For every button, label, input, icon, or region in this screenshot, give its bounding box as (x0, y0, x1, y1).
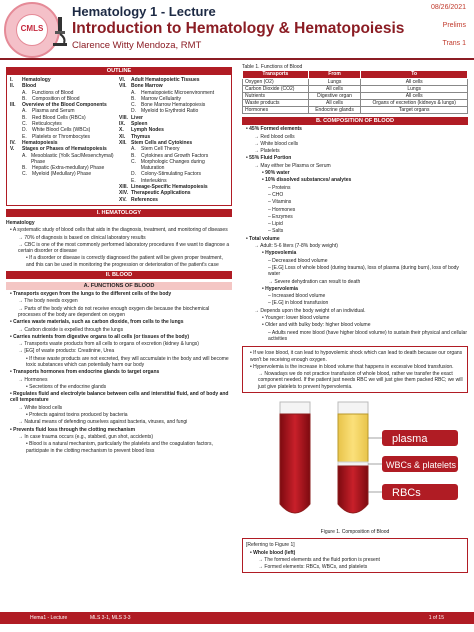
outline-item-number: XV. (119, 196, 127, 203)
hematology-list (6, 227, 232, 268)
outline-item-number: IX. (119, 121, 126, 128)
page-title: Introduction to Hematology & Hematopoiesis (72, 20, 405, 37)
list-item: – Increased blood volume (268, 293, 326, 300)
outline-item-label: Stages or Phases of Hematopoiesis (22, 146, 107, 153)
outline-item-number: X. (119, 127, 124, 134)
list-item: • 55% Fluid Portion (246, 155, 292, 162)
outline-item-label: Hepatic (Extra-medullary) Phase (32, 165, 105, 172)
list-item: • Whole blood (left) (250, 549, 296, 556)
list-item: → Nowadays we do not practice transfusion of whole blood, rather we transfer the exact component needed. If the patient just needs RBC we will just give them packed RBC; we will just give platelets to prevent hypervolemia. (258, 371, 463, 390)
list-item: – [E.G] Loss of whole blood (during trauma), loss of plasma (during burn), loss of body water (268, 264, 459, 278)
list-item: → Severe dehydration can result to death (268, 278, 361, 285)
list-item: – Hormones (268, 206, 296, 213)
outline-heading: OUTLINE (6, 67, 232, 75)
list-item: → Parts of the body which do not receive enough oxygen die because the biochemical processes of the body are dependent on oxygen (18, 305, 210, 318)
plasma-label: plasma (392, 432, 428, 445)
outline-item-label: Myeloid to Erythroid Ratio (141, 108, 199, 115)
outline-item-label: Adult Hematopoietic Tissues (131, 77, 200, 83)
outline-item-number: B. (22, 114, 27, 121)
outline-item-label: Lineage-Specific Hematopoiesis (131, 184, 208, 191)
list-item: → The formed elements and the fluid portion is present (258, 556, 380, 563)
list-item: – [E.G] in blood transfusion (268, 300, 329, 307)
outline-item-label: Mesoblastic (Yolk Sac/Mesenchymal) Phase (30, 152, 114, 165)
outline-item-label: Liver (131, 114, 143, 121)
figure-composition-of-blood (242, 396, 468, 528)
section-blood-bar: II. BLOOD (6, 271, 232, 279)
list-item: → [EG] of waste products: Creatinine, Urea (18, 348, 115, 355)
list-item: [Referring to Figure 1] (246, 542, 295, 549)
table-cell: Nutrients (243, 93, 309, 100)
table-header-row (243, 71, 468, 79)
outline-item-number: D. (131, 108, 136, 115)
table-row (243, 107, 468, 114)
list-item: – Vitamins (268, 199, 292, 206)
figure1-caption: Figure 1. Composition of Blood (320, 528, 390, 535)
list-item: → Red blood cells (254, 133, 295, 140)
outline-item-number: D. (22, 127, 27, 134)
table-cell: Target organs (361, 107, 468, 114)
list-item: → Transports waste products from all cells to organs of excretion (kidney & lungs) (18, 341, 199, 348)
list-item: → Formed elements: RBCs, WBCs, and platelets (258, 564, 368, 571)
list-item: → White blood cells (18, 404, 63, 411)
outline-item-label: Plasma and Serum (32, 108, 75, 115)
term-label: Prelims (442, 22, 466, 29)
table-header-cell: To (361, 71, 468, 79)
list-item: → In case trauma occurs (e.g., stabbed, gun shot, accidents) (18, 433, 154, 440)
list-item: • Secretions of the endocrine glands (26, 383, 107, 390)
table1-caption: Table 1. Functions of Blood (242, 64, 303, 70)
outline-item-number: C. (131, 158, 136, 165)
outline-item-label: Blood (22, 83, 37, 90)
outline-item-number: A. (22, 152, 27, 159)
list-item: → Hormones (18, 376, 48, 383)
list-item: • 90% water (262, 170, 290, 177)
outline-item-label: Morphologic Changes during Maturation (140, 158, 205, 172)
outline-item-label: Marrow Cellularity (141, 95, 182, 102)
blood-tubes-illustration (242, 396, 468, 528)
outline-item-label: Myeloid (Medullary) Phase (32, 171, 92, 178)
outline-item-label: White Blood Cells (WBCs) (32, 127, 91, 134)
list-item: → Adult: 5-6 liters (7-8% body weight) (254, 243, 338, 250)
outline-item-label: Bone Marrow (131, 83, 163, 90)
outline-item-label: Reticulocytes (32, 121, 62, 128)
table-row (243, 93, 468, 100)
list-item: → The body needs oxygen (18, 298, 78, 305)
whole-blood-tube (280, 402, 310, 513)
page-footer (0, 612, 474, 624)
outline-item-number: A. (22, 108, 27, 115)
outline-item-number: IV. (10, 139, 16, 146)
outline-item-label: Interleukins (141, 177, 167, 184)
outline-item-label: Overview of the Blood Components (22, 102, 107, 109)
outline-item-number: V. (10, 146, 15, 153)
logo-text: CMLS (20, 24, 44, 33)
outline-item-number: VII. (119, 83, 127, 90)
table-row (243, 79, 468, 86)
composition-list (242, 126, 468, 342)
list-item: → 70% of diagnosis is based on clinical laboratory results (18, 234, 146, 241)
outline-item-label: Lymph Nodes (131, 127, 164, 134)
outline-item-number: A. (22, 89, 27, 96)
microscope-icon (52, 16, 68, 46)
list-item: • Regulates fluid and electrolyte balance between cells and interstitial fluid, and of body and cell temperature (10, 391, 229, 404)
composition-bar: B. COMPOSITION OF BLOOD (242, 117, 468, 125)
rbc-label: RBCs (392, 486, 421, 499)
table-cell: Carbon Dioxide (CO2) (243, 86, 309, 93)
outline-item-label: Red Blood Cells (RBCs) (32, 114, 86, 121)
list-item: → Platelets (254, 148, 280, 155)
author-name: Clarence Witty Mendoza, RMT (72, 40, 202, 51)
outline-item-label: Stem Cells and Cytokines (131, 139, 193, 146)
list-item: • If we lose blood, it can lead to hypovolemic shock which can lead to death because our organs won't be receiving enough oxygen. (250, 350, 463, 363)
list-item: • Prevents fluid loss through the clotting mechanism (10, 426, 136, 433)
list-item: • Total volume (246, 235, 280, 242)
list-item: • If these waste products are not excreted, they will accumulate in the body and will become toxic substances which can potentially harm our body (26, 355, 229, 368)
table-cell: Hormones (243, 107, 309, 114)
functions-table (242, 70, 468, 114)
table-row (243, 100, 468, 107)
outline-item-number: B. (131, 152, 136, 159)
list-item: → May either be Plasma or Serum (254, 162, 331, 169)
table-header-cell: Transports (243, 71, 309, 79)
right-column (242, 64, 468, 573)
outline-item-number: VIII. (119, 114, 128, 121)
table-cell: Lungs (361, 86, 468, 93)
outline-box (6, 75, 232, 206)
list-item: • Protects against toxins produced by bacteria (26, 412, 128, 419)
outline-item-number: XII. (119, 139, 127, 146)
list-item: • Transports hormones from endocrine glands to target organs (10, 369, 160, 376)
list-item: • Blood is a natural mechanism, particularly the platelets and the coagulation factors, participate in the clotting mechanism to prevent blood loss (26, 441, 213, 454)
list-item: – Adults need more blood (have higher blood volume) to sustain their physical and cellular activities (268, 329, 468, 342)
wbc-platelets-label: WBCs & platelets (386, 459, 457, 470)
outline-item-label: Stem Cell Theory (141, 146, 180, 153)
outline-left-list (10, 77, 119, 203)
table-cell: Waste products (243, 100, 309, 107)
outline-item-label: Bone Marrow Hematopoiesis (141, 102, 206, 109)
list-item: → Depends upon the body weight of an individual. (254, 307, 366, 314)
table-cell: All cells (361, 93, 468, 100)
trans-label: Trans 1 (442, 40, 466, 47)
list-item: – Proteins (268, 184, 291, 191)
outline-item-label: Functions of Blood (32, 89, 74, 96)
left-column (6, 64, 232, 454)
outline-item-number: XIV. (119, 190, 128, 197)
outline-item-number: A. (131, 146, 136, 153)
list-item: – Salts (268, 228, 284, 235)
outline-item-number: B. (22, 95, 27, 102)
list-item: • Hypovolemia (262, 250, 297, 257)
list-item: → White blood cells (254, 140, 299, 147)
table-cell: All cells (308, 100, 361, 107)
outline-item-number: I. (10, 77, 13, 83)
list-item: • Carries waste materials, such as carbon dioxide, from cells to the lungs (10, 319, 184, 326)
table-header-cell: From (308, 71, 361, 79)
list-item: • Younger: lower blood volume (262, 315, 330, 322)
course-title: Hematology 1 - Lecture (72, 4, 216, 19)
table-body (243, 79, 468, 114)
outline-item-label: Hematology (22, 77, 51, 83)
footer-course: Hema1 - Lecture (30, 615, 68, 621)
outline-item (119, 159, 228, 172)
list-item: → CBC is one of the most commonly performed laboratory procedures if we want to diagnose a certain disorder or disease (18, 241, 230, 255)
outline-item-number: E. (131, 177, 136, 184)
outline-item-number: III. (10, 102, 16, 109)
list-item: • 45% Formed elements (246, 126, 302, 133)
outline-right-list (119, 77, 228, 203)
list-item: – CHO (268, 191, 284, 198)
outline-item-label: Colony-Stimulating Factors (141, 171, 202, 178)
list-item: • Older and with bulky body: higher blood volume (262, 322, 371, 329)
list-item: – Lipid (268, 221, 283, 228)
section-hematology-bar: I. HEMATOLOGY (6, 209, 232, 217)
outline-item-number: B. (22, 165, 27, 172)
outline-item-label: References (131, 196, 158, 203)
outline-item-number: C. (131, 102, 136, 109)
hematology-title: Hematology (6, 219, 35, 226)
outline-item-number: VI. (119, 77, 126, 83)
date-label: 08/26/2021 (430, 4, 466, 11)
outline-item-number: C. (22, 121, 27, 128)
list-item: • If a disorder or disease is correctly diagnosed the patient will be given proper treatment, and this can be used in monitoring the progression or deterioration of the patient's case (26, 255, 223, 268)
outline-item-label: Composition of Blood (32, 95, 80, 102)
outline-item-label: Thymus (131, 133, 151, 140)
outline-item (119, 197, 228, 203)
document-header (0, 0, 474, 60)
list-item: • 10% dissolved substances/ analytes (262, 177, 352, 184)
table-row (243, 86, 468, 93)
list-item: • Transports oxygen from the lungs to the different cells of the body (10, 291, 172, 298)
outline-item (10, 153, 119, 166)
table-cell: All cells (361, 79, 468, 86)
outline-item-label: Platelets or Thrombocytes (32, 133, 90, 140)
footer-sections: MLS 3-1, MLS 3-3 (90, 615, 131, 621)
table-cell: Digestive organ (308, 93, 361, 100)
outline-item-number: II. (10, 83, 15, 90)
list-item: • Hypervolemia is the increase in blood volume that happens in excessive blood transfusion. (250, 363, 454, 370)
list-item: • Hypervolemia (262, 285, 298, 292)
table-cell: Oxygen (O2) (243, 79, 309, 86)
list-item: → Carbon dioxide is expelled through the lungs (18, 326, 124, 333)
outline-item-number: XI. (119, 133, 126, 140)
figure-reference-box (242, 538, 468, 573)
outline-item-number: B. (131, 95, 136, 102)
list-item: – Decreased blood volume (268, 257, 328, 264)
list-item: • A systematic study of blood cells that aids in the diagnosis, treatment, and monitoring of diseases (10, 227, 228, 234)
outline-item-label: Cytokines and Growth Factors (141, 152, 209, 159)
outline-item-label: Therapeutic Applications (131, 190, 191, 197)
outline-item-number: XIII. (119, 184, 128, 191)
table-cell: Endocrine glands (308, 107, 361, 114)
functions-of-blood-bar: A. FUNCTIONS OF BLOOD (6, 282, 232, 290)
outline-item-label: Hematopoiesis (22, 139, 58, 146)
note-box (242, 346, 468, 393)
outline-item-number: C. (22, 171, 27, 178)
list-item: • Carries nutrients from digestive organs to all cells (or tissues of the body) (10, 333, 190, 340)
list-item: – Enzymes (268, 213, 293, 220)
outline-item-number: E. (22, 133, 27, 140)
outline-item-label: Spleen (131, 121, 148, 128)
outline-item-number: A. (131, 89, 136, 96)
table-cell: All cells (308, 86, 361, 93)
header-divider (0, 58, 474, 60)
outline-item (10, 171, 119, 177)
table-cell: Organs of excretion (kidneys & lungs) (361, 100, 468, 107)
page-number: 1 of 15 (428, 615, 444, 621)
table-cell: Lungs (308, 79, 361, 86)
list-item: → Natural means of defending ourselves against bacteria, viruses, and fungi (18, 419, 188, 426)
functions-of-blood-list (6, 291, 232, 454)
separated-blood-tube (338, 402, 368, 513)
outline-item-number: D. (131, 171, 136, 178)
outline-item-label: Hematopoietic Microenvironment (141, 89, 215, 96)
